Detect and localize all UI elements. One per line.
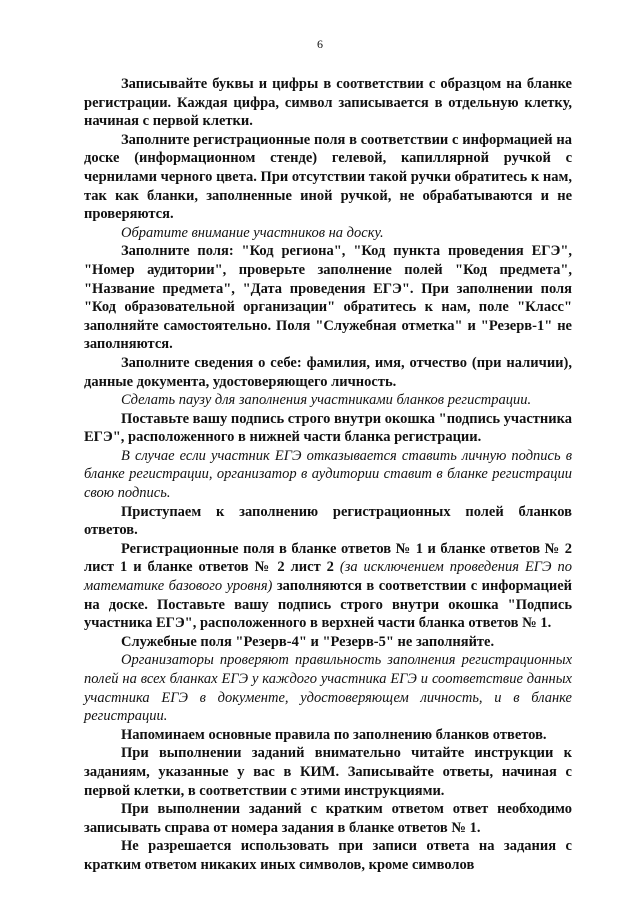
paragraph	[84, 651, 572, 725]
italic-instruction-text: Обратите внимание участников на доску.	[121, 224, 384, 241]
italic-instruction-text: В случае если участник ЕГЭ отказывается ставить личную подпись в бланке регистрации, организатор в аудитории ставит в бланке регистрации свою подпись.	[84, 447, 572, 502]
paragraph	[84, 75, 572, 131]
bold-instruction-text: Заполните сведения о себе: фамилия, имя, отчество (при наличии), данные документа, удостоверяющего личность.	[84, 354, 572, 390]
bold-instruction-text: заполняются в соответствии с информацией на доске. Поставьте вашу подпись строго внутри окошка "Подпись участника ЕГЭ", расположенного в верхней части бланка ответов № 1.	[84, 578, 572, 632]
bold-instruction-text: Служебные поля "Резерв-4" и "Резерв-5" не заполняйте.	[121, 633, 495, 650]
paragraph	[84, 800, 572, 837]
bold-instruction-text: Записывайте буквы и цифры в соответствии с образцом на бланке регистрации. Каждая цифра, символ записывается в отдельную клетку, начиная с первой клетки.	[84, 76, 572, 130]
paragraph	[84, 447, 572, 503]
bold-instruction-text: Заполните поля: "Код региона", "Код пункта проведения ЕГЭ", "Номер аудитории", проверьте заполнение полей "Код предмета", "Название предмета", "Дата проведения ЕГЭ". При заполнении поля "Код образовательной организации" обратитесь к нам, поле "Класс" заполняйте самостоятельно. Поля "Служебная отметка" и "Резерв-1" не заполняются.	[84, 243, 572, 353]
paragraph	[84, 410, 572, 447]
paragraph	[84, 633, 572, 652]
italic-instruction-text: (за исключением проведения ЕГЭ по математике базового уровня)	[84, 559, 573, 595]
paragraph	[84, 131, 572, 224]
bold-instruction-text: Заполните регистрационные поля в соответствии с информацией на доске (информационном стенде) гелевой, капиллярной ручкой с чернилами черного цвета. При отсутствии такой ручки обратитесь к нам, так как бланки, заполненные иной ручкой, не обрабатываются и не проверяются.	[84, 131, 572, 223]
bold-instruction-text: Напоминаем основные правила по заполнению бланков ответов.	[121, 726, 547, 743]
paragraph	[84, 744, 572, 800]
paragraph	[84, 391, 572, 410]
italic-instruction-text: Сделать паузу для заполнения участниками бланков регистрации.	[121, 392, 532, 409]
document-body	[84, 75, 572, 875]
paragraph	[84, 224, 572, 243]
bold-instruction-text: Регистрационные поля в бланке ответов № 1 и бланке ответов № 2 лист 1 и бланке ответов № 2 лист 2	[84, 540, 572, 576]
paragraph	[84, 354, 572, 391]
paragraph	[84, 726, 572, 745]
paragraph	[84, 837, 572, 874]
paragraph	[84, 540, 572, 633]
bold-instruction-text: При выполнении заданий внимательно читайте инструкции к заданиям, указанные у вас в КИМ. Записывайте ответы, начиная с первой клетки, в соответствии с этими инструкциями.	[84, 745, 572, 799]
paragraph	[84, 242, 572, 354]
bold-instruction-text: Приступаем к заполнению регистрационных полей бланков ответов.	[84, 503, 572, 539]
italic-instruction-text: Организаторы проверяют правильность заполнения регистрационных полей на всех бланках ЕГЭ у каждого участника ЕГЭ и соответствие данных участника ЕГЭ в документе, удостоверяющем личность, и в бланке регистрации.	[84, 652, 572, 725]
bold-instruction-text: При выполнении заданий с кратким ответом ответ необходимо записывать справа от номера задания в бланке ответов № 1.	[84, 801, 572, 836]
page-number: 6	[317, 37, 323, 51]
paragraph	[84, 503, 572, 540]
bold-instruction-text: Не разрешается использовать при записи ответа на задания с кратким ответом никаких иных символов, кроме символов	[84, 838, 572, 873]
bold-instruction-text: Поставьте вашу подпись строго внутри окошка "подпись участника ЕГЭ", расположенного в нижней части бланка регистрации.	[84, 410, 572, 446]
